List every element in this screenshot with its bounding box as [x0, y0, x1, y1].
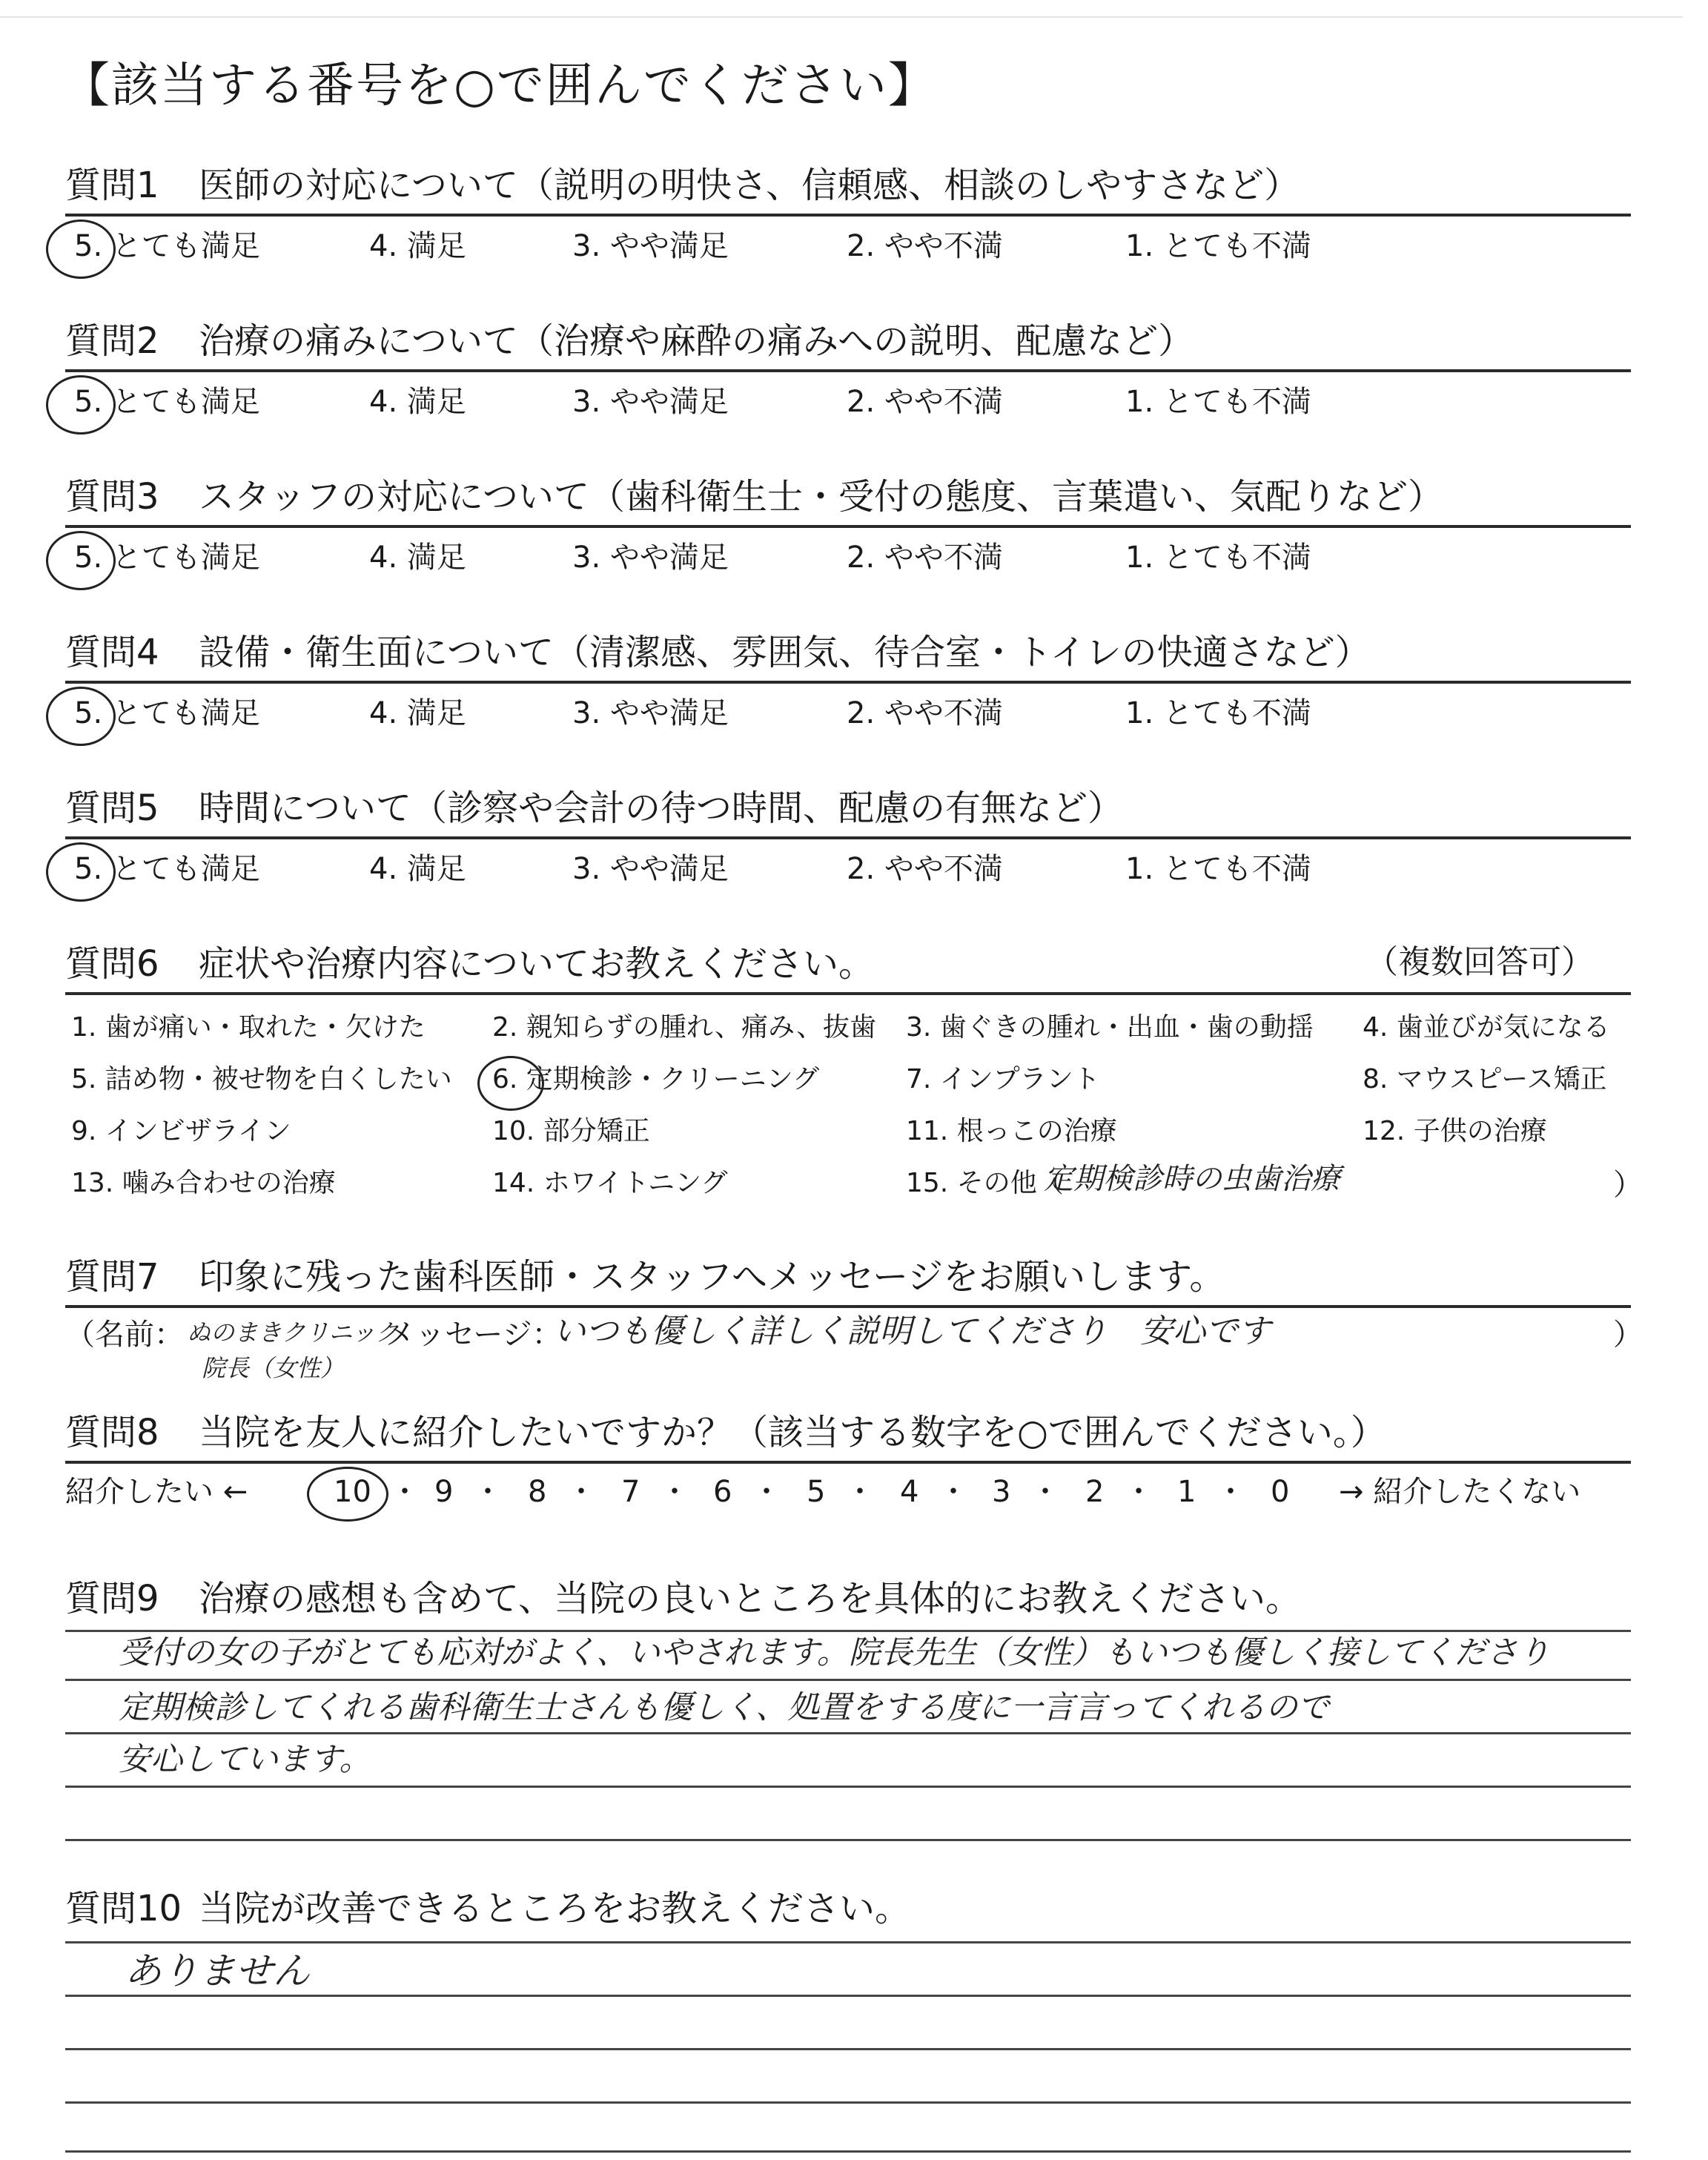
question-number: 質問7: [65, 1256, 159, 1298]
writing-line: [65, 1839, 1631, 1841]
recommend-score-1[interactable]: 1: [1177, 1475, 1196, 1509]
rating-option[interactable]: 5. とても満足: [74, 385, 260, 419]
question-title: [65, 1412, 1386, 1455]
scale-separator: ・: [390, 1475, 420, 1509]
recommend-score-5[interactable]: 5: [807, 1475, 826, 1509]
name-label: （名前：: [65, 1318, 184, 1352]
recommend-score-4[interactable]: 4: [900, 1475, 919, 1509]
rating-option[interactable]: 3. やや満足: [572, 385, 729, 419]
rating-option[interactable]: 4. 満足: [369, 385, 466, 419]
rating-option[interactable]: 1. とても不満: [1125, 229, 1311, 263]
recommend-score-6[interactable]: 6: [713, 1475, 732, 1509]
selection-circle: [46, 842, 116, 902]
question-number: 質問2: [65, 320, 159, 362]
symptom-option[interactable]: 6. 定期検診・クリーニング: [492, 1064, 820, 1094]
recommend-score-8[interactable]: 8: [528, 1475, 547, 1509]
symptom-option[interactable]: 8. マウスピース矯正: [1363, 1064, 1607, 1094]
recommend-score-7[interactable]: 7: [621, 1475, 640, 1509]
selection-circle: [46, 375, 116, 435]
handwritten-clinic-name: ぬのまきクリニック: [187, 1318, 400, 1347]
rating-option[interactable]: 2. やや不満: [847, 229, 1003, 263]
writing-line: [65, 1732, 1631, 1734]
handwritten-answer-line: 安心しています。: [119, 1741, 371, 1778]
question-rule: [65, 992, 1631, 995]
scale-separator: ・: [939, 1475, 968, 1509]
rating-option[interactable]: 4. 満足: [369, 541, 466, 575]
rating-option[interactable]: 1. とても不満: [1125, 696, 1311, 730]
recommend-left-label: 紹介したい ←: [65, 1475, 248, 1509]
symptom-option[interactable]: 2. 親知らずの腫れ、痛み、抜歯: [492, 1012, 877, 1043]
selection-circle: [307, 1467, 388, 1522]
question-title: [65, 1888, 910, 1931]
question-rule: [65, 681, 1631, 684]
question-title: [65, 165, 1300, 208]
question-text: 症状や治療内容についてお教えください。: [199, 943, 875, 985]
symptom-option[interactable]: 7. インプラント: [906, 1064, 1100, 1094]
question-number: 質問9: [65, 1578, 159, 1619]
question-number: 質問4: [65, 632, 159, 673]
handwritten-other-detail: 定期検診時の虫歯治療: [1044, 1162, 1340, 1196]
question-number: 質問1: [65, 165, 159, 206]
rating-option[interactable]: 5. とても満足: [74, 229, 260, 263]
question-text: スタッフの対応について（歯科衛生士・受付の態度、言葉遣い、気配りなど）: [199, 476, 1444, 518]
writing-line: [65, 1679, 1631, 1681]
question-text: 治療の感想も含めて、当院の良いところを具体的にお教えください。: [199, 1578, 1302, 1619]
writing-line: [65, 1786, 1631, 1788]
question-title: [65, 943, 874, 986]
symptom-option[interactable]: 14. ホワイトニング: [492, 1168, 728, 1198]
question-number: 質問8: [65, 1412, 159, 1453]
rating-option[interactable]: 3. やや満足: [572, 852, 729, 886]
writing-line: [65, 1941, 1631, 1943]
rating-option[interactable]: 4. 満足: [369, 852, 466, 886]
question-rule: [65, 1305, 1631, 1308]
question-number: 質問5: [65, 787, 159, 829]
rating-option[interactable]: 1. とても不満: [1125, 541, 1311, 575]
symptom-option[interactable]: 15. その他（: [906, 1168, 1064, 1198]
recommend-score-2[interactable]: 2: [1085, 1475, 1105, 1509]
rating-option[interactable]: 3. やや満足: [572, 229, 729, 263]
top-edge-line: [0, 16, 1683, 18]
scale-separator: ・: [1124, 1475, 1153, 1509]
question-title: [65, 1578, 1301, 1621]
question-text: 当院が改善できるところをお教えください。: [199, 1888, 911, 1929]
recommend-right-label: → 紹介したくない: [1339, 1475, 1581, 1509]
rating-option[interactable]: 1. とても不満: [1125, 385, 1311, 419]
rating-option[interactable]: 2. やや不満: [847, 696, 1003, 730]
writing-line: [65, 1630, 1631, 1632]
selection-circle: [46, 687, 116, 746]
writing-line: [65, 2101, 1631, 2104]
handwritten-improvement-answer: ありません: [125, 1949, 310, 1992]
symptom-option[interactable]: 1. 歯が痛い・取れた・欠けた: [71, 1012, 426, 1043]
handwritten-person-name: 院長（女性）: [202, 1354, 345, 1382]
question-title: [65, 632, 1371, 675]
writing-line: [65, 1995, 1631, 1997]
symptom-option[interactable]: 13. 噛み合わせの治療: [71, 1168, 336, 1198]
question-rule: [65, 369, 1631, 372]
message-close-paren: ）: [1613, 1318, 1643, 1352]
question-rule: [65, 525, 1631, 528]
question-rule: [65, 1461, 1631, 1464]
scale-separator: ・: [845, 1475, 875, 1509]
recommend-score-0[interactable]: 0: [1271, 1475, 1290, 1509]
question-text: 医師の対応について（説明の明快さ、信頼感、相談のしやすさなど）: [199, 165, 1300, 206]
question-number: 質問10: [65, 1888, 182, 1929]
question-title: [65, 1256, 1225, 1299]
writing-line: [65, 2048, 1631, 2050]
question-title: [65, 320, 1194, 363]
recommend-score-9[interactable]: 9: [434, 1475, 454, 1509]
scale-separator: ・: [566, 1475, 596, 1509]
question-rule: [65, 836, 1631, 839]
question-number: 質問6: [65, 943, 159, 985]
scale-separator: ・: [1216, 1475, 1245, 1509]
handwritten-message: いつも優しく詳しく説明してくださり 安心です: [553, 1312, 1271, 1350]
rating-option[interactable]: 4. 満足: [369, 696, 466, 730]
symptom-option[interactable]: 11. 根っこの治療: [906, 1116, 1117, 1146]
scale-separator: ・: [1030, 1475, 1060, 1509]
recommend-score-10[interactable]: 10: [334, 1475, 371, 1509]
message-label: メッセージ：: [385, 1318, 562, 1352]
question-text: 印象に残った歯科医師・スタッフへメッセージをお願いします。: [199, 1256, 1225, 1298]
symptom-option[interactable]: 12. 子供の治療: [1363, 1116, 1547, 1146]
symptom-option[interactable]: 10. 部分矯正: [492, 1116, 650, 1146]
rating-option[interactable]: 2. やや不満: [847, 385, 1003, 419]
question-text: 設備・衛生面について（清潔感、雰囲気、待合室・トイレの快適さなど）: [199, 632, 1371, 673]
page-heading: 【該当する番号を○で囲んでください】: [62, 59, 937, 113]
question-title: [65, 476, 1443, 519]
multiple-answers-note: （複数回答可）: [1366, 943, 1594, 981]
rating-option[interactable]: 2. やや不満: [847, 852, 1003, 886]
handwritten-answer-line: 定期検診してくれる歯科衛生士さんも優しく、処置をする度に一言言ってくれるので: [119, 1689, 1330, 1726]
recommend-score-3[interactable]: 3: [992, 1475, 1011, 1509]
scale-separator: ・: [473, 1475, 503, 1509]
symptom-option[interactable]: 4. 歯並びが気になる: [1363, 1012, 1610, 1043]
writing-line: [65, 2150, 1631, 2153]
selection-circle: [46, 531, 116, 590]
question-text: 当院を友人に紹介したいですか？（該当する数字を○で囲んでください。）: [199, 1412, 1386, 1453]
rating-option[interactable]: 5. とても満足: [74, 852, 260, 886]
question-number: 質問3: [65, 476, 159, 518]
rating-option[interactable]: 5. とても満足: [74, 696, 260, 730]
symptom-option[interactable]: 5. 詰め物・被せ物を白くしたい: [71, 1064, 452, 1094]
question-text: 治療の痛みについて（治療や麻酔の痛みへの説明、配慮など）: [199, 320, 1194, 362]
other-close-paren: ）: [1613, 1168, 1643, 1202]
scale-separator: ・: [660, 1475, 689, 1509]
scale-separator: ・: [752, 1475, 781, 1509]
symptom-option[interactable]: 9. インビザライン: [71, 1116, 291, 1146]
rating-option[interactable]: 1. とても不満: [1125, 852, 1311, 886]
rating-option[interactable]: 2. やや不満: [847, 541, 1003, 575]
rating-option[interactable]: 5. とても満足: [74, 541, 260, 575]
question-title: [65, 787, 1123, 830]
question-rule: [65, 214, 1631, 217]
handwritten-answer-line: 受付の女の子がとても応対がよく、いやされます。院長先生（女性）もいつも優しく接してくださり: [119, 1634, 1550, 1671]
rating-option[interactable]: 3. やや満足: [572, 696, 729, 730]
rating-option[interactable]: 3. やや満足: [572, 541, 729, 575]
symptom-option[interactable]: 3. 歯ぐきの腫れ・出血・歯の動揺: [906, 1012, 1314, 1043]
selection-circle: [46, 219, 116, 279]
selection-circle: [477, 1056, 544, 1111]
question-text: 時間について（診察や会計の待つ時間、配慮の有無など）: [199, 787, 1124, 829]
rating-option[interactable]: 4. 満足: [369, 229, 466, 263]
